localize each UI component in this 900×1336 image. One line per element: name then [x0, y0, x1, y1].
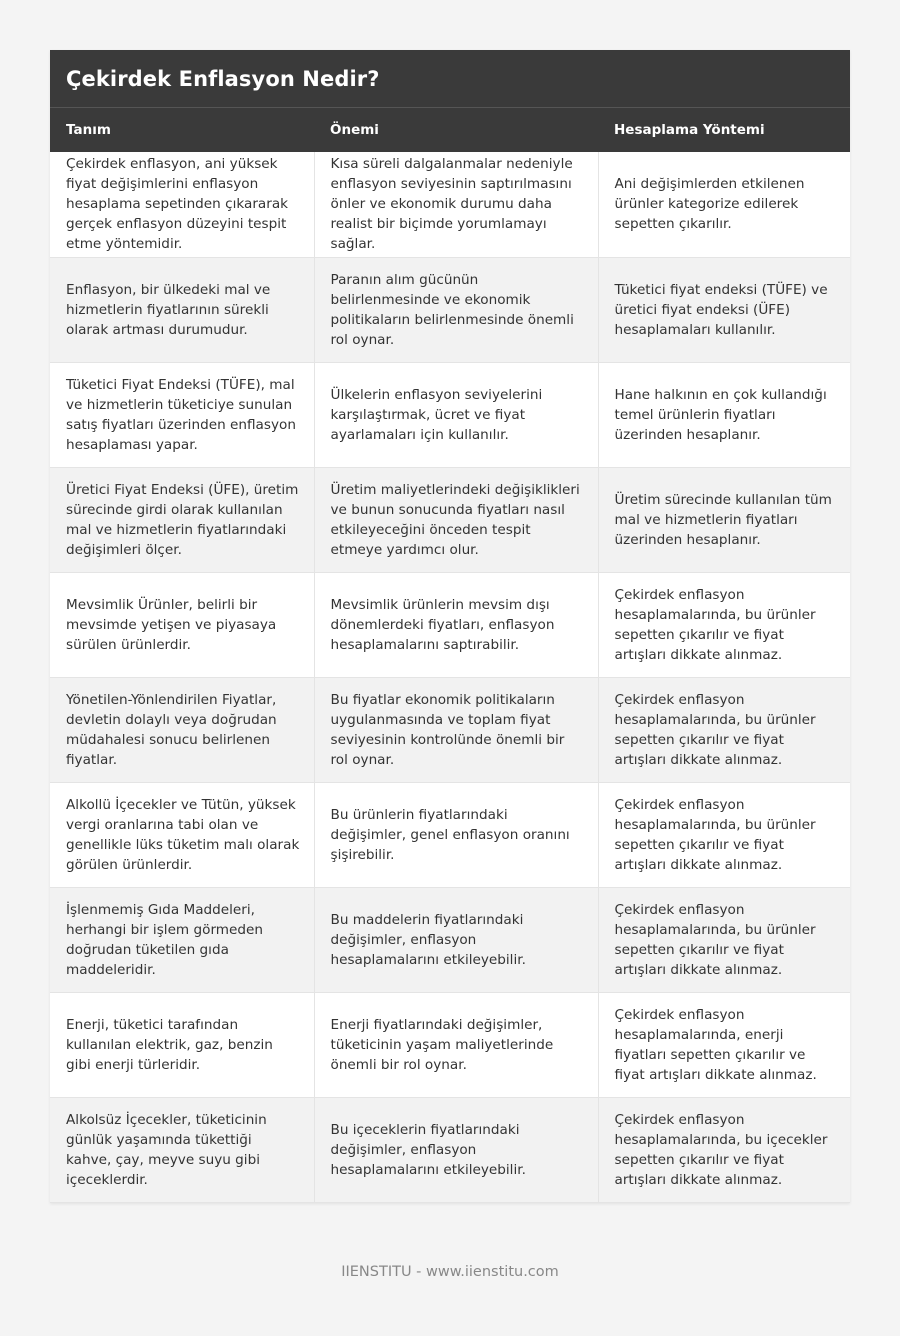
page-title: Çekirdek Enflasyon Nedir?	[66, 66, 380, 91]
table-cell: Üretici Fiyat Endeksi (ÜFE), üretim sürecinde girdi olarak kullanılan mal ve hizmetlerin fiyatlarındaki değişimleri ölçer.	[50, 467, 314, 572]
column-header-hesaplama: Hesaplama Yöntemi	[598, 108, 850, 152]
table-cell: Çekirdek enflasyon hesaplamalarında, bu içecekler sepetten çıkarılır ve fiyat artışları dikkate alınmaz.	[598, 1097, 850, 1202]
table-cell: Bu ürünlerin fiyatlarındaki değişimler, genel enflasyon oranını şişirebilir.	[314, 782, 598, 887]
table-cell: Mevsimlik ürünlerin mevsim dışı dönemlerdeki fiyatları, enflasyon hesaplamalarını saptırabilir.	[314, 572, 598, 677]
table-cell: Çekirdek enflasyon hesaplamalarında, bu ürünler sepetten çıkarılır ve fiyat artışları dikkate alınmaz.	[598, 782, 850, 887]
table-cell: Üretim maliyetlerindeki değişiklikleri ve bunun sonucunda fiyatları nasıl etkileyeceğini önceden tespit etmeye yardımcı olur.	[314, 467, 598, 572]
table-row	[50, 152, 850, 257]
table-cell: Paranın alım gücünün belirlenmesinde ve ekonomik politikaların belirlenmesinde önemli rol oynar.	[314, 257, 598, 362]
table-row	[50, 467, 850, 572]
table-cell: Enerji, tüketici tarafından kullanılan elektrik, gaz, benzin gibi enerji türleridir.	[50, 992, 314, 1097]
table-cell: Enerji fiyatlarındaki değişimler, tüketicinin yaşam maliyetlerinde önemli bir rol oynar.	[314, 992, 598, 1097]
table-cell: İşlenmemiş Gıda Maddeleri, herhangi bir işlem görmeden doğrudan tüketilen gıda maddeleridir.	[50, 887, 314, 992]
column-header-tanim: Tanım	[50, 108, 314, 152]
table-row	[50, 572, 850, 677]
footer-credit: IIENSTITU - www.iienstitu.com	[341, 1264, 559, 1280]
title-bar	[50, 50, 850, 108]
table-row	[50, 677, 850, 782]
table-row	[50, 782, 850, 887]
table-cell: Çekirdek enflasyon hesaplamalarında, enerji fiyatları sepetten çıkarılır ve fiyat artışları dikkate alınmaz.	[598, 992, 850, 1097]
table-cell: Tüketici fiyat endeksi (TÜFE) ve üretici fiyat endeksi (ÜFE) hesaplamaları kullanılır.	[598, 257, 850, 362]
table-row	[50, 362, 850, 467]
table-cell: Çekirdek enflasyon hesaplamalarında, bu ürünler sepetten çıkarılır ve fiyat artışları dikkate alınmaz.	[598, 572, 850, 677]
table-cell: Çekirdek enflasyon, ani yüksek fiyat değişimlerini enflasyon hesaplama sepetinden çıkararak gerçek enflasyon düzeyini tespit etme yöntemidir.	[50, 152, 314, 257]
table-cell: Bu fiyatlar ekonomik politikaların uygulanmasında ve toplam fiyat seviyesinin kontrolünde önemli bir rol oynar.	[314, 677, 598, 782]
table-cell: Kısa süreli dalgalanmalar nedeniyle enflasyon seviyesinin saptırılmasını önler ve ekonomik durumu daha realist bir biçimde yorumlamayı sağlar.	[314, 152, 598, 257]
table-cell: Çekirdek enflasyon hesaplamalarında, bu ürünler sepetten çıkarılır ve fiyat artışları dikkate alınmaz.	[598, 887, 850, 992]
info-card	[50, 50, 850, 1203]
table-cell: Alkollü İçecekler ve Tütün, yüksek vergi oranlarına tabi olan ve genellikle lüks tüketim malı olarak görülen ürünlerdir.	[50, 782, 314, 887]
table-cell: Ani değişimlerden etkilenen ürünler kategorize edilerek sepetten çıkarılır.	[598, 152, 850, 257]
table-cell: Çekirdek enflasyon hesaplamalarında, bu ürünler sepetten çıkarılır ve fiyat artışları dikkate alınmaz.	[598, 677, 850, 782]
table-cell: Bu maddelerin fiyatlarındaki değişimler, enflasyon hesaplamalarını etkileyebilir.	[314, 887, 598, 992]
table-cell: Ülkelerin enflasyon seviyelerini karşılaştırmak, ücret ve fiyat ayarlamaları için kullanılır.	[314, 362, 598, 467]
table-cell: Bu içeceklerin fiyatlarındaki değişimler, enflasyon hesaplamalarını etkileyebilir.	[314, 1097, 598, 1202]
table-row	[50, 257, 850, 362]
column-header-onemi: Önemi	[314, 108, 598, 152]
data-table	[50, 108, 850, 1203]
table-cell: Alkolsüz İçecekler, tüketicinin günlük yaşamında tükettiği kahve, çay, meyve suyu gibi içeceklerdir.	[50, 1097, 314, 1202]
table-row	[50, 887, 850, 992]
table-cell: Hane halkının en çok kullandığı temel ürünlerin fiyatları üzerinden hesaplanır.	[598, 362, 850, 467]
table-header-row	[50, 108, 850, 152]
table-cell: Tüketici Fiyat Endeksi (TÜFE), mal ve hizmetlerin tüketiciye sunulan satış fiyatları üzerinden enflasyon hesaplaması yapar.	[50, 362, 314, 467]
table-cell: Mevsimlik Ürünler, belirli bir mevsimde yetişen ve piyasaya sürülen ürünlerdir.	[50, 572, 314, 677]
table-cell: Yönetilen-Yönlendirilen Fiyatlar, devletin dolaylı veya doğrudan müdahalesi sonucu belirlenen fiyatlar.	[50, 677, 314, 782]
table-cell: Enflasyon, bir ülkedeki mal ve hizmetlerin fiyatlarının sürekli olarak artması durumudur.	[50, 257, 314, 362]
table-cell: Üretim sürecinde kullanılan tüm mal ve hizmetlerin fiyatları üzerinden hesaplanır.	[598, 467, 850, 572]
table-row	[50, 992, 850, 1097]
table-row	[50, 1097, 850, 1202]
